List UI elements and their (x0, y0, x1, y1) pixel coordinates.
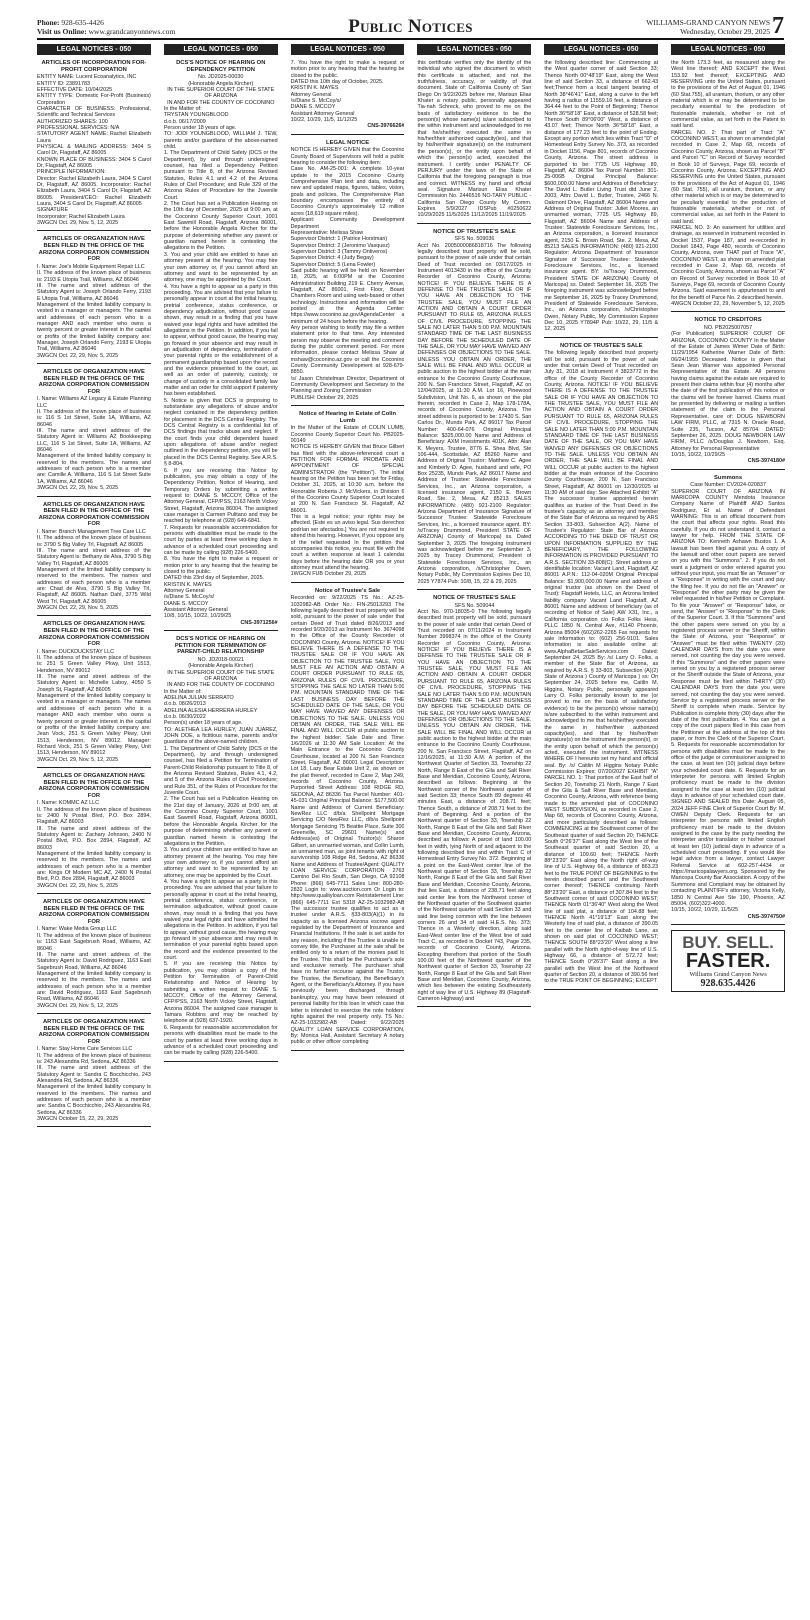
notice-title: Summons (714, 474, 743, 481)
notice-paragraph: III. The name and street address of the Statutory Agent is: Bethany de Alva, 3790 S Big Valley Trl, Flagstaff, AZ 86005 (37, 547, 151, 567)
notice-paragraph: PARCEL NO. 3: An easement for utilities and drainage, as reserved in instrument recorded in Docket 1537, Page 187, and re-recorded in Docket 1843, Page 480, records of Coconino County, Arizona, over THAT part of Trace "A", COCONINO WEST, as shown on amended plat recorded in Case 2, Map 68, records of Coconino County, Arizona, shown as Parcel "A" on Record of Survey recorded in Book 10 of Surveys, Page 69, records of Coconino County Arizona. Said easement is appurtenant to and for the benefit of Parce No. 2 described herein. (671, 224, 785, 301)
notice-paragraph: STATUTORY AGENT NAME: Rachel Elizabeth Laura (37, 131, 151, 144)
notice-title: ARTICLES OF INCORPORATION FOR-PROFIT CORPORATION (41, 60, 147, 73)
legal-notice (37, 369, 151, 497)
notice-paragraph: III. The name and street address of the Statutory Agent is: Joseph Orlando Ferry, 2193 E Utopia Trail, Williams, AZ 86046 (37, 282, 151, 302)
notice-paragraph: II. The address of the known place of business is: 1163 East Sagebrush Road, Williams, AZ 86046 (37, 932, 151, 952)
ad-line3: Williams Grand Canyon News (689, 970, 767, 978)
notice-paragraph: Management of the limited liability company is vested in a manager or managers. The names and addresses of each person who is a manager AND each member who owns a twenty percent or greater interest in the capital or profits of the limited liability company are: Manager, Joseph Orlando Ferry, 2193 E Utopia Trail, Williams, AZ 86046 (37, 301, 151, 353)
notice-title: NOTICE TO CREDITORS (694, 317, 762, 324)
notice-paragraph: PRINCIPLE INFORMATION: (37, 169, 106, 176)
column-header: LEGAL NOTICES - 050 (417, 44, 531, 55)
notice-paragraph: I. Name: Stay Home Care Services LLC (37, 1046, 133, 1053)
notice-paragraph: /s/Diane S. McCoy/s/ (163, 594, 215, 601)
notice-paragraph: 10/22, 10/29, 11/5, 11/12/25 (290, 117, 358, 124)
notice-title: DCS'S NOTICE OF HEARING ON DEPENDENCY PETITION (176, 60, 266, 73)
notice-paragraph: Any person wishing to testify may file a written statement prior to that time. Any interested person may observe the meeting and comment during the public comment period. For more information, please contact Melissa Shaw at mshaw@coconino.az.gov or call the Coconino County Community Development at 928-679-8850. (290, 325, 405, 376)
notice-paragraph: 2. The Court has set a Publication Hearing on the 21st day of January, 2026 at 9:00 am, at the Coconino County Superior Court, 1001 East Sawmill Road, Flagstaff, Arizona 86001, before the Honorable Angela Kircher for the purpose of determining whether any parent or guardian named herein is contesting the allegations in the Petition. (163, 796, 278, 847)
legal-notice (671, 317, 785, 469)
notice-paragraph: This is a legal notice; your rights may be affected. [Este es un aviso legal. Sus derechos podrían ser afectados.] You are not required to attend this hearing. However, if you oppose any of the relief requested in the petition that accompanies this notice, you must file with the court a written response at least 1 calendar days before the hearing date OR you or your attorney must attend the hearing. (290, 514, 405, 571)
notice-paragraph: 3. You and your child are entitled to have an attorney present at the hearing. You may hire your own attorney or, if you cannot afford an attorney and want to be represented by an attorney, one may be appointed by the Court. (163, 251, 278, 284)
notice-paragraph: ENTITY NAME: Lucent Ecoanalytics, INC (37, 74, 137, 81)
phone-number: 928-635-4426 (61, 18, 104, 27)
notice-paragraph: The following legally described trust property will be sold, pursuant to the power of sale under that certain Deed of Trust recorded on July 31, 2018 at Instrument # 3823772 in the office of the County Recorder of Coconino County, Arizona. NOTICE! IF YOU BELIEVE THERE IS A DEFENSE TO THE TRUSTEE SALE OR IF YOU HAVE AN OBJECTION TO THE TRUSTEE SALE, YOU MUST FILE AN ACTION AND OBTAIN A COURT ORDER PURSUANT TO RULE 65, ARIZONA RULES OF CIVIL PROCEDURE, STOPPING THE SALE NO LATER THAN 5:00 P.M. MOUNTAIN STANDARD TIME OF THE LAST BUSINESS DATE OF THE SALE, OR YOU MAY HAVE WAIVED ANY DEFENSES OR OBJECTIONS TO THE SALE. UNLESS YOU OBTAIN AN ORDER, THE SALE WILL BE FINAL AND WILL OCCUR at public auction to the highest bidder at the main entrance of the Coconino County Courthouse, 200 N. San Francisco Street, Flagstaff, AZ 86001 on 12/30/2025 at 11:30 AM of said day: See Attached Exhibit "A" The successor trustee appointed herein qualifies as trustee of the Trust Deed in the trustee's capacity as an attorney and member of the State Bar of Arizona as required by ARS Section 33-803, Subsection A(2). Name of Trustee's Regulator: State Bar of Arizona ACCORDING TO THE DEED OF TRUST OR UPON INFORMATION SUPPLIED BY THE BENEFICIARY, THE FOLLOWING INFORMATION IS PROVIDED PURSUANT TO A.R.S. SECTION 33-808(C): Street address or identifiable location: Vacant Land, Flagstaff, AZ 86001 A.P.N.: 112-04-020M Original Principal Balance: $1,900,000.00 Name and address of original trustor (as shown on the Deed of Trust): Flagstaff Hotels, LLC, an Arizona limited liability company Vacant Land Flagstaff, AZ 86001 Name and address of beneficiary (as of recording of Notice of Sale) AW X31, Inc., a California corporation c/o Folks Folks Hess, PLLC 1850 N. Central Ave, #1140 Phoenix, Arizona 85004 (602)262-2265 Fax requests for sale information to: (602) 256-9101. Sales information is also available online at: www.AlphaBetaeSaleServices.com Dated: September 24, 2025 By: /s/ Larry O. Folks, a member of the State Bar of Arizona, as required by A.R.S. § 33-803, Subsection (A)(2) State of Arizona ) County of Maricopa ) ss: On September 24, 2025 before me, Caitlin M. Higgins, Notary Public, personally appeared Larry O. Folks personally known to me (or proved to me on the basis of satisfactory evidence) to be the person(s) whose name(s) is/are subscribed to the within instrument and acknowledged to me that he/she/they executed the same in his/her/their authorized capacity(ies), and that by his/her/their signature(s) on the instrument the person(s), or the entity upon behalf of which the person(s) acted, executed the instrument. WITNESS WHERE OF I hereunto set my hand and official seal. By: /s/ Caitlin M Higgins Notary Public Commission Expires: 07/20/2027 EXHIBIT "A" PARCEL NO. 1: That portion of the East half of Section 20, Township 21 North, Range 7 East of the Gila & Salt River Base and Meridian, Coconino County, Arizona, with reference being made to the amended plat of COCONINO WEST SUBDIVISION, as recorded in Case 2, Map 68, records of Coconino County, Arizona, and more particularly described as follows: COMMENCING at the Southwest corner of the Southeast quarter of said Section 20; THENCE South 0°26'37" East along the West line of the Southeast quarter of said Section 20, a distance of 109.60 feet; THENCE North 88°23'20" East along the North right -of-way line of U.S. Highway 66, a distance of 863.23 feet to the TRUE POINT OF BEGINNING to the herein described parcel and the Southwest corner thereof; THENCE continuing North 88°23'20" East, a distance of 307.84 feet to the Southwest corner of said COCONINO WEST; THENCE North 01°36'40" West along the West line of said plat, a distance of 104.88 feet; THENCE North 41°19'13" East along the Westerly line of said plat, a distance of 390.05 feet to the center line of Kaibab Lane, as shown on said plat of COCONINO WEST; THENCE SOUTH 88°23'20" West along a line parallel with the North right-of-way line of U.S. Highway 66, a distance of 572.72 feet; THENCE South 0°26'37" East along a line parallel with the West line of the Northwest quarter of Section 20, a distance of 390.56 feet to the TRUE POINT OF BEGINNING; EXCEPT (544, 350, 659, 985)
notice-paragraph: Acct No. 2005000086818716 The following legally described trust property will be sold, pursuant to the power of sale under that certain Deed of Trust recorded on 03/17/2025 in Instrument 4013430 in the office of the County Recorder of Coconino County, Arizona: NOTICE! IF YOU BELIEVE THERE IS A DEFENSE TO THE TRUSTEE SALE OR IF YOU HAVE AN OBJECTION TO THE TRUSTEE SALE, YOU MUST FILE AN ACTION AND OBTAIN A COURT ORDER PURSUANT TO RULE 65, ARIZONA RULES OF CIVIL PROCEDURE, STOPPING THE SALE NO LATER THAN 5:00 P.M. MOUNTAIN STANDARD TIME OF THE LAST BUSINESS DAY BEFORE THE SCHEDULED DATE OF THE SALE, OR YOU MAY HAVE WAIVED ANY DEFENSES OR OBJECTIONS TO THE SALE. UNLESS YOU OBTAIN AN ORDER, THE SALE WILL BE FINAL AND WILL OCCUR at public auction to the highest bidder at the main entrance to the Coconino County Courthouse, 200 N. San Francisco Street, Flagstaff, AZ on 12/04/2025, at 11:30 A.M. Lot 16, Pinewood Subdivision, Unit No. 6, as shown on the plat therein, recorded in Case 2, Map 178-178A, records of Coconino County, Arizona. The street address is purported to be: 17430 S. San Carlos Dr., Munds Park, AZ 86017 Tax Parcel Number: 400-64-076 Original Principal Balance: $325,000.00 Name and Address of Beneficiary: AXM Investments 401K, Attn: Alan K. Meyers, Trustee, 8776 E. Shea Blvd, Ste 106-444, Scottsdale, AZ 85260 Name and Address of Original Trustor: Matthew C. Agee and Kimberly D. Agee, husband and wife, PO Box 25235, Munds Park, AZ 86017 Name and Address of Trustee: Statewide Foreclosure Services, Inc., an Arizona corporation, a licensed insurance agent, 2150 E. Brown Road, Ste. 2, Mesa, AZ 85213 SALES INFORMATION: (480) 921-2100 Regulator: Arizona Department of Insurance Signature of Successor Trustee: Statewide Foreclosure Services, Inc., a licensed insurance agent. BY: /s/Tracey Drummond, President STATE OF ARIZONA) County of Maricopa) ss. Dated September 3, 2025 The foregoing instrument was acknowledged before me September 3, 2025 by Tracey Drummond, President of Statewide Foreclosure Services, Inc., an Arizona corporation, /s/Christopher Owen, Notary Public, My Commission Expires Dec 10, 2025 Y7874 Pub: 10/8, 15, 22 & 29, 2025 (417, 242, 532, 585)
notice-paragraph: 3. You and your children are entitled to have an attorney present at the hearing. You may hire your own attorney or, if you cannot afford an attorney and want to be represented by an attorney, one may be appointed by the Court. (163, 847, 278, 879)
notice-paragraph: CHARACTER OF BUSINESS: Professional, Scientific and Technical Services (37, 105, 151, 119)
notice-paragraph: DIANE S. MCCOY (290, 104, 336, 111)
notice-paragraph: Person under 18 years of age. (163, 124, 237, 131)
notice-paragraph: Management of the limited liability company is reserved to the members. The names and addresses of each person who is a member are: Kings Of Modern MC AZ, 2400 N Postal Blvd, P.O. Box 2894, Flagstaff, AZ 86003 (37, 851, 151, 883)
notice-paragraph: 5. If you are receiving this Notice by publication, you may obtain a copy of the Petition for Termination of Parent-Child Relationship and Notice of Hearing by submitting a written request to: DIANE S. MCCOY, Office of the Attorney General, CFP/PSS, 2163 North Vickey Street, Flagstaff, Arizona 86004. The assigned case manager is Tamara Robbins and may be reached by telephone at (928) 637-1920. (163, 961, 278, 1025)
legal-notice (37, 899, 151, 1014)
notice-paragraph: EFFECTIVE DATE: 10/04/2025 (37, 86, 113, 93)
notice-subtitle: IN THE SUPERIOR COURT OF THE STATE OF ARIZONA (167, 669, 275, 682)
notice-paragraph: 1. The Department of Child Safety (DCS or the Department), by and through undersigned counsel, has filed a Petition for Termination of Parent-Child Relationship pursuant to Title 8, of the Arizona Revised Statutes, Rules 4.1, 4.2, and 5 of the Arizona Rules of Civil Procedure; and Rule 351, of the Rules of Procedure for the Juvenile Court. (163, 745, 278, 797)
notice-paragraph: In the Matter of: (163, 688, 202, 695)
legal-notice (544, 60, 658, 338)
notice-paragraph: 7. You have the right to make a request or motion prior to any hearing that the hearing be closed to the public. (290, 60, 405, 79)
ad-line1: BUY. SELL. (682, 932, 774, 952)
notice-title: ARTICLES OF ORGANIZATION HAVE BEEN FILED IN THE OFFICE OF THE ARIZONA CORPORATION COMMISSION FOR (38, 621, 150, 648)
legal-notice (37, 502, 151, 617)
notice-paragraph: 3WGCN Oct. 22, 29, Nov. 5, 2025 (37, 882, 119, 889)
notice-paragraph: d.o.b. 06/30/2022 (163, 713, 206, 720)
notice-paragraph: I. Name: Williams AZ Legacy & Estate Planning LLC (37, 396, 151, 409)
notice-paragraph: Assistant Attorney General (163, 607, 228, 614)
notice-paragraph: III. The name and street address of the Statutory Agent is: David Rodriguez, 1163 East Sagebrush Road, Williams, AZ 86046 (37, 951, 151, 971)
notice-paragraph: Supervisor District: 2 (Jeronimo Vasquez) (290, 242, 390, 249)
issue-date: Wednesday, October 29, 2025 (680, 27, 770, 36)
column-header: LEGAL NOTICES - 050 (164, 44, 278, 55)
notice-paragraph: KRISTIN K. MAYES (163, 581, 212, 588)
legal-notice (544, 343, 658, 990)
notice-subtitle: (Honorable Angela Kircher) (188, 663, 254, 670)
legal-notice (37, 773, 151, 894)
notice-column (544, 44, 658, 1614)
notice-paragraph: Supervisor District: 4 (Judy Begay) (290, 255, 374, 262)
notice-paragraph: 10/15, 10/22, 10/29, 11/5/25 (671, 907, 739, 914)
notice-paragraph: 10/15, 10/22, 10/29/25 (671, 451, 726, 458)
notice-paragraph: 4. You have a right to appear as a party in this proceeding. You are advised that your failure to personally appear in court at the initial hearing, pretrial conference, status conference, or dependency adjudication, without good cause shown, may result in a finding that you have waived your legal rights and have admitted the allegations in the Petition. In addition, if you fail to appear, without good cause, the hearing may go forward in your absence and may result in an adjudication of dependency, termination of your parental rights or the establishment of a permanent guardianship based upon the record and the evidence presented to the court, as well as an order of paternity, custody, or change of custody in a consolidated family law matter and an order for child support if paternity has been established. (163, 283, 278, 398)
column-header: LEGAL NOTICES - 050 (291, 44, 405, 55)
notice-paragraph: SIGNATURE (37, 207, 69, 214)
notice-title: Notice of Hearing in Estate of Colin Lumb (299, 411, 397, 424)
notice-subtitle: IN AND FOR THE COUNTY OF COCONINO (167, 682, 275, 689)
notice-paragraph: Management of the limited liability company is reserved to the members. The names and addresses of each person who is a member are: David Rodriguez, 1163 East Sagebrush Road, Williams, AZ 86046 (37, 970, 151, 1003)
notice-paragraph: Applicant: Community Development Department (290, 217, 405, 230)
legal-notice (291, 140, 405, 406)
notice-paragraph: Said public hearing will be held on November 18, 2025, at 6:00PM at the Coconino Administration Building 219 E. Cherry Avenue, Flagstaff, AZ 86001, First Floor, Board Chambers Room and using web-based or other technology. Instructions and information will be posted at the Agenda Center: https://www.coconino.az.gov/AgendaCenter a minimum of 24 hours before the hearing. (290, 267, 405, 325)
notice-title: ARTICLES OF ORGANIZATION HAVE BEEN FILED IN THE OFFICE OF THE ARIZONA CORPORATION COMMISSION FOR (38, 236, 150, 263)
notice-title: NOTICE OF TRUSTEE'S SALE (433, 228, 516, 235)
notice-paragraph: In the Matter of the Estate of COLIN LUMB, Coconino County Superior Court No. PB2025-00149 (290, 425, 405, 444)
notice-paragraph: Supervisor District: 3 (Tammy Ontiveros) (290, 248, 388, 255)
paper-name: WILLIAMS-GRAND CANYON NEWS (646, 18, 770, 27)
notice-subtitle: Case Number: CV2024-020837 (690, 482, 766, 489)
notice-paragraph: Supervisor District: 1 (Patrice Horstman) (290, 236, 388, 243)
notice-column (37, 44, 151, 1614)
notice-paragraph: I. Name: KOMMC AZ LLC (37, 800, 100, 807)
notice-paragraph: 4WGCN October 22, 29, November 5, 12, 2025 (671, 301, 785, 308)
notice-reference: CNS-3971256# (240, 619, 278, 626)
notice-paragraph: Supervisor District: 5 (Lena Fowler) (290, 261, 376, 268)
notice-paragraph: 1. The Department of Child Safety (DCS or the Department), by and through undersigned counsel, has filed a Dependency Petition pursuant to Title 8, of the Arizona Revised Statutes, Rules 4.1 and 4.2 of the Arizona Rules of Civil Procedure; and Rule 329 of the Arizona Rules of Procedure for the Juvenile Court. (163, 150, 278, 201)
website-link[interactable]: www.grandcanyonnews.com (88, 27, 176, 36)
notice-paragraph: Management of the limited liability company is reserved to the members. The names and addresses of each person who is a member are: Chad de Alva, 3790 S Big Valley Trl, Flagstaff, AZ 86005. Nathan Dahl, 3775 Wild West Trl, Flagstaff, AZ 86005 (37, 566, 151, 605)
notice-subtitle: (Honorable Angela Kircher) (188, 80, 254, 87)
notice-paragraph: KNOWN PLACE OF BUSINESS: 3404 S Carol Dr, Flagstaff, AZ 86005 (37, 156, 151, 169)
page-header (37, 14, 784, 40)
notice-title: Notice of Trustee's Sale (314, 587, 381, 594)
notice-title: ARTICLES OF ORGANIZATION HAVE BEEN FILED IN THE OFFICE OF THE ARIZONA CORPORATION COMMISSION FOR (38, 501, 150, 528)
notice-paragraph: ADELINA JULIAN SERRATO (163, 694, 234, 701)
notice-paragraph: AUTHORIZED SHARES: 100 (37, 118, 108, 125)
notice-paragraph: KRISTIN K. MAYES (290, 85, 339, 92)
online-label: Visit us Online: (37, 27, 87, 36)
notice-paragraph: 6. Requests for reasonable accommodation for persons with disabilities must be made to the court by parties at least three working days in advance of a scheduled court proceeding and can be made by calling (928) 226-5400. (163, 1024, 278, 1057)
notice-subtitle: NO. JD2018-00021 (197, 656, 244, 663)
notice-subtitle: IN THE SUPERIOR COURT OF THE STATE OF ARIZONA (167, 86, 275, 100)
notice-paragraph: 10/8, 10/15, 10/22, 10/29/25 (163, 613, 232, 620)
notice-paragraph: Management of the limited liability company is vested in a manager or managers. The names and addresses of each person who is a manager AND each member who owns a twenty percent or greater interest in the capital or profits of the limited liability company are: Jean Vock, 251 S Green Valley Pkwy, Unit 1513, Henderson, NV 89012. Manager: Richard Vock, 251 S Green Valley Pkwy, Unit 1513, Henderson, NV 89012 (37, 693, 151, 757)
notice-paragraph: NOTICE IS HEREBY GIVEN that Bruce Gilbert has filed with the above-referenced court a PETITION FOR FORMAL PROBATE AND APPOINTMENT OF SPECIAL ADMINISTRATOR (the "Petition"). The initial hearing on the Petition has been set for Friday, October 31, 2025, at 10:30 a.m. before the Honorable Roberta J. McVickers, in Division 6 of the Coconino County Superior Court located at 200 N. San Francisco St. Flagstaff, AZ 86001. (290, 444, 405, 514)
notice-paragraph: In the Matter of: (163, 105, 202, 112)
notice-paragraph: II. The address of the known place of business is: 243 Alexandria Rd, Sedona, AZ 86336 (37, 1052, 151, 1065)
legal-notice (417, 60, 531, 224)
advertisement (671, 930, 785, 992)
legal-notice (291, 60, 405, 135)
column-header: LEGAL NOTICES - 050 (37, 44, 151, 55)
notice-paragraph: III. The name and street address of the Statutory Agent is: Sandra C Bocchicchio, 243 Alexandria Rd, Sedona, AZ 86336 (37, 1065, 151, 1085)
notice-columns (37, 44, 785, 1614)
notice-paragraph: ENTITY ID: 23891783 (37, 80, 90, 87)
legal-notice (164, 636, 278, 1061)
legal-notice (37, 1019, 151, 1128)
notice-paragraph: PARCEL NO. 2: That part of Tract "A" COCONINO WEST, as shown on amended plat recorded in Case 2, Map 68, records of Coconino County, Arizona, shown as Parcel "B" and Parcel "C" on Record of Survey recorded in Book 10 of Surveys, Page 69, records of Coconino County, Arizona. EXCEPTING AND RESERVING unto the United States, pursuant to the provisions of the Act of August 01, 1946 (60 Stat. 755), all uranium, thorium, or any other material which is or may be determined to be peculiarly essential to the production of fissionable materials, whether or not of commercial value, as set forth in the Patent to said land. (671, 129, 785, 225)
phone-label: Phone: (37, 18, 60, 27)
notice-paragraph: Recorded on: 9/22/2025 TS No.: AZ-25-1032982-AB Order No.: FIN-25013293 The following legally described trust property will be sold, pursuant to the power of sale under that certain Deed of Trust dated 8/26/2013 and recorded 9/20/2013 as Instrument No. 3674098 in the Office of the County Recorder of COCONINO County, Arizona. NOTICE! IF YOU BELIEVE THERE IS A DEFENSE TO THE TRUSTEE SALE OR IF YOU HAVE AN OBJECTION TO THE TRUSTEE SALE, YOU MUST FILE AN ACTION AND OBTAIN A COURT ORDER PURSUANT TO RULE 65, ARIZONA RULES OF CIVIL PROCEDURE, STOPPING THE SALE NO LATER THAN 5:00 P.M. MOUNTAIN STANDARD TIME OF THE LAST BUSINESS DAY BEFORE THE SCHEDULED DATE OF THE SALE, OR YOU MAY HAVE WAIVED ANY DEFENSES OR OBJECTIONS TO THE SALE. UNLESS YOU OBTAIN AN ORDER, THE SALE WILL BE FINAL AND WILL OCCUR at public auction to the highest bidder: Sale Date and Time: 1/6/2026 at 11:30 AM Sale Location: At the Main Entrance to the Coconino County Courthouse, located at 200 N. San Francisco Street, Flagstaff, AZ 86001 Legal Description: Lot 18, Lazy Bear Estate Unit 2, as shown on the plat thereof, recorded in Case 2, Map 249, records of Coconino County, Arizona. Purported Street Address: 108 RIDGE RD, SEDONA, AZ 86336 Tax Parcel Number: 401-45-031 Original Principal Balance: $177,500.00 Name and Address of Current Beneficiary: NewRez LLC d/b/a Shellpoint Mortgage Servicing C/O NewRez LLC, d/b/a Shellpoint Mortgage Servicing 75 Beattie Place, Suite 300 Greenville, SC 29601 Name(s) and Address(es) of Original Trustor(s): Sharon Gilbert, an unmarried woman, and Collin Lumb, an unmarried man, as joint tenants with right of survivorship 108 Ridge Rd, Sedona, AZ 86336 Name and Address of Trustee/Agent: QUALITY LOAN SERVICE CORPORATION 2763 Camino Del Rio South, San Diego, CA 92108 Phone: (866) 645-7711 Sales Line: 800-280-2832 Login to: www.auction.com Or Login to: http://www.qualityloan.com Reinstatement Line: (866) 645-7711 Ext 5318 AZ-25-1032982-AB The successor trustee qualifies to act as a trustee under A.R.S. §33-803(A)(1) in its capacity as a licensed Arizona escrow agent regulated by the Department of Insurance and Financial Institutions. If the sale is set aside for any reason, including if the Trustee is unable to convey title, the Purchaser at the sale shall be entitled only to a return of the monies paid to the Trustee. This shall be the Purchaser's sole and exclusive remedy. The purchaser shall have no further recourse against the Trustor, the Trustee, the Beneficiary, the Beneficiary's Agent, or the Beneficiary's Attorney. If you have previously been discharged through bankruptcy, you may have been released of personal liability for this loan in which case this letter is intended to exercise the note holders' rights against the real property only. TS No.: AZ-25-1032982-AB Dated: 9/22/2025 QUALITY LOAN SERVICE CORPORATION, By: Monica Hall, Assistant Secretary A notary public or other officer completing (290, 595, 405, 1046)
notice-paragraph: Management of the limited liability company is reserved to the members. The names and addresses of each person who is a member are: Sandra C Bocchicchio, 243 Alexandria Rd, Sedona, AZ 86336 (37, 1084, 151, 1116)
notice-subtitle: IN AND FOR THE COUNTY OF COCONINO (167, 99, 275, 106)
notice-paragraph: III. The name and street address of the Statutory Agent is: Michelle Laboy, 4050 S Joseph St, Flagstaff, AZ 86005 (37, 674, 151, 693)
notice-title: DCS'S NOTICE OF HEARING ON PETITION FOR TERMINATION OF PARENT-CHILD RELATIONSHIP (174, 636, 267, 656)
notice-title: ARTICLES OF ORGANIZATION HAVE BEEN FILED IN THE OFFICE OF THE ARIZONA CORPORATION COMMISSION FOR (38, 368, 150, 395)
notice-paragraph: Assistant Attorney General (290, 110, 355, 117)
notice-subtitle: NO. PB2025007057 (703, 325, 753, 331)
notice-paragraph: /s/ Jason Christelman Director, Department of Community Development and Secretary to the Planning and Zoning Commission (290, 375, 405, 395)
notice-reference: CNS-3976626# (367, 123, 405, 130)
notice-paragraph: 3WGCN Oct. 22, 29, Nov. 5, 2025 (37, 605, 119, 611)
notice-paragraph: 3WGCN Oct. 29, Nov. 5, 12, 2025 (37, 220, 119, 227)
section-title: Public Notices (348, 16, 473, 37)
notice-paragraph: PROFESSIONAL SERVICES: N/A (37, 124, 120, 131)
notice-paragraph: /s/Diane S. McCoy/s/ (290, 98, 341, 105)
notice-paragraph: d.o.b. 06/17/2009 (163, 118, 206, 125)
notice-paragraph: DATED this 10th day of October, 2025. (290, 79, 384, 86)
notice-paragraph: I. Name: Wake Media Group LLC (37, 926, 117, 933)
notice-paragraph: TO: ALETHEA LEA HURLEY, JUAN JUAREZ, JOHN DOE, a fictitious name, parents and/or guardians of the above-named children. (163, 726, 278, 746)
notice-paragraph: TO: JODI YOUNGBLOOD, WILLIAM J. TEW, parents and/or guardians of the above-named child. (163, 131, 278, 150)
notice-reference: CNS-3974750# (747, 913, 785, 920)
notice-title: LEGAL NOTICE (326, 139, 370, 146)
notice-paragraph: ENTITY TYPE: Domestic For-Profit (Business) Corporation (37, 93, 151, 106)
notice-title: ARTICLES OF ORGANIZATION HAVE BEEN FILED IN THE OFFICE OF THE ARIZONA CORPORATION COMMISSION FOR (38, 772, 150, 799)
legal-notice (671, 60, 785, 312)
notice-paragraph: III. The name and street address of the Statutory Agent is: Williams AZ Bookkeeping LLC, 116 S 1st Street, Suite 1A, Williams, AZ 86046 (37, 428, 151, 454)
notice-paragraph: this certificate verifies only the identity of the individual who signed the document to which this certificate is attached, and not the truthfulness, accuracy, or validity of that document. State of: California County of: San Diego On 9/22/2025 before me, Marisun Elias Khater a notary public, personally appeared Tia-nah Schreck, who proved to me on the basis of satisfactory evidence to be the person(s) whose name(s) is/are subscribed to the within instrument and acknowledged to me that he/she/they executed the same in his/her/their authorized capacity(ies), and that by his/her/their signature(s) on the instrument the person(s), or the entity upon behalf of which the person(s) acted, executed the instrument. I certify under PENALTY OF PERJURY under the laws of the State of California that the foregoing paragraph is true and correct. WITNESS my hand and official seal. Signature Marisun Elias Khater Commission No. 2446516 NO-TARY PUBLIC - California San Diego County My Comm. Expires 5/9/2027 IDSPub #0250622 10/29/2025 11/5/2025 11/12/2025 11/19/2025 (417, 60, 532, 219)
notice-paragraph: TRYSTAN YOUNGBLOOD (163, 112, 229, 119)
notice-paragraph: DIANE S. MCCOY (163, 600, 209, 607)
notice-paragraph: (For Publication) SUPERIOR COURT OF ARIZONA, COCONINO COUNTY In the Matter of the Estate of James Wimer Date of Birth: 11/29/1954 Katherine Warner Date of Birth: 06/24/1955 Deceased. Notice is given that Sean Jean Warner was appointed Personal Representative of this Estate. All persons having claims against the estate are required to present their claims within four (4) months after the date of the first publication of this notice or the claims will be forever barred. Claims must be presented by delivering or mailing a written statement of the claim to the Personal Representative, care of: DOUG NEWBORN LAW FIRM, PLLC, at 7315 N. Oracle Road, Suite 235, Tucson, AZ 85704. DATED: September 26, 2025. DOUG NEWBORN LAW FIRM, PLLC /s/Douglas J. Newborn, Esq. Attorney for Personal Representative (671, 331, 785, 452)
notice-title: NOTICE OF TRUSTEE'S SALE (559, 342, 643, 349)
notice-paragraph: ADELINA ALESIA HERRERA HURLEY (163, 707, 258, 714)
notice-paragraph: 3WGCN Oct. 29, Nov. 5, 12, 2025 (37, 756, 119, 763)
notice-paragraph: I. Name: DUCKDUCKSTAY LLC (37, 648, 114, 655)
notice-title: ARTICLES OF ORGANIZATION HAVE BEEN FILED IN THE OFFICE OF THE ARIZONA CORPORATION COMMISSION FOR (38, 1018, 150, 1045)
notice-paragraph: II. The address of the known place of business is: 116 S 1st Street, Suite 1A, Williams, AZ 86046 (37, 409, 151, 428)
legal-notice (417, 229, 531, 591)
notice-column (164, 44, 278, 1614)
notice-paragraph: PHYSICAL & MAILING ADDRESS: 3404 S Carol Dr, Flagstaff, AZ 86005 (37, 143, 151, 157)
notice-paragraph: NOTICE IS HEREBY GIVEN that the Coconino County Board of Supervisors will hold a public hearing to consider the following item: (290, 147, 405, 167)
notice-paragraph: Case No. AM-25-001: A complete 10-year update to the 2015 Coconino County Comprehensive Plan text and data, including new and updated maps, figures, tables, vision, goals and policies. The Comprehensive Plan boundary encompasses the entirety of Coconino County's approximately 12 million acres (18,619 square miles). (290, 166, 405, 217)
notice-subtitle: SFS No. 509036 (454, 236, 495, 243)
notice-paragraph: Attorney General (163, 588, 205, 595)
notice-paragraph: Representative: Melissa Shaw (290, 229, 364, 236)
notice-paragraph: 3WGCN Oct. 22, 29, Nov. 5, 2025 (37, 352, 119, 359)
notice-paragraph: 3WGCN Oct. 22, 29, Nov. 5, 2025 (37, 485, 119, 492)
notice-paragraph: SUPERIOR COURT OF ARIZONA IN MARICOPA COUNTY Mendota Insurance Company Name of Plaintiff AND Santos Rodriguez, Et al. Name of Defendant WARNING: This is an official document from the court that affects your rights. Read this carefully. If you do not understand it, contact a lawyer for help. FROM THE STATE OF ARIZONA TO: Kenneth Ashawn Bustos 1. A lawsuit has been filed against you. A copy of the lawsuit and other court papers are served on you with this "Summons". 2. If you do not want a judgment or order entered against you without your input, you must file an "Answer" or a "Response" in writing with the court and pay the filing fee. If you do not file an "Answer" or "Response" the other party may be given the relief requested in his/her Petition or Complaint. To file your "Answer" or "Response" take, or send, the "Answer" or "Response" to the Clerk of the Superior Court. 3. If this "Summons" and the other papers were served on you by a registered process server or the Sheriff, within the State of Arizona, your "Response" or "Answer" must be filed within TWENTY (20) CALENDAR DAYS from the date you were served, not counting the day you were served. If this "Summons" and the other papers were served on you by a registered process server or the Sheriff outside the State of Arizona, your Response must be filed within THIRTY (30) CALENDAR DAYS from the date you were served, not counting the day you were served. Service by a registered process server or the Sheriff is complete when made. Service by Publication is complete thirty (30) days after the date of the first publication. 4. You can get a copy of the court papers filed in this case from the Petitioner at the address at the top of this paper, or from the Clerk of the Superior Court. 5. Requests for reasonable accommodation for persons with disabilities must be made to the office of the judge or commissioner assigned to the case, at least ten (10) judicial days before your scheduled court date. 6. Requests for an interpreter for persons with limited English proficiency must be made to the division assigned to the case at least ten (10) judicial days in advance of your scheduled court date. SIGNED AND SEALED this Date: August 05, 2024 JEFF FINE Clerk of Superior Court By: M. OWEN Deputy Clerk. Requests for an interpreter for persons with limited English proficiency must be made to the division assigned to the case by the party needing the interpreter and/or translator or his/her counsel at least ten (10) judicial days in advance of a scheduled court proceeding. If you would like legal advice from a lawyer, contact Lawyer Referral Service at 602-257-4434 or https://maricopalawyers.org. Sponsored by the Maricopa County Bar Association. A copy of the Summons and Complaint may be obtained by contacting PLAINTIFF's attorney, Victoria Kelly, 1850 N Central Ave Ste 190, Phoenix, AZ 85004, (602)322-4000. (671, 488, 785, 907)
notice-paragraph: 2. The Court has set a Publication Hearing on the 10th day of December, 2025 at 9:00 am, at the Coconino County Superior Court, 1001 East Sawmill Road, Flagstaff, Arizona 86001, before the Honorable Angela Kircher for the purpose of determining whether any parent or guardian named herein is contesting the allegations in the Petition. (163, 201, 278, 252)
notice-paragraph: DATED this 23rd day of September, 2025. (163, 575, 265, 582)
notice-paragraph: II. The address of the known place of business is: 2193 E Utopia Trail, Williams, AZ 86046 (37, 270, 151, 283)
notice-paragraph: II. The address of the known place of business is: 3790 S Big Valley Trl, Flagstaff, AZ 86005 (37, 535, 151, 548)
notice-paragraph: 3WGCN October 15, 22, 29, 2025 (37, 1116, 119, 1123)
notice-paragraph: PUBLISH: October 29, 2025 (290, 394, 359, 401)
notice-reference: CNS-3974180# (747, 458, 785, 465)
notice-paragraph: 8. You have the right to make a request or motion prior to any hearing that the hearing be closed to the public. (163, 556, 278, 575)
notice-subtitle: No. JD2025-00030 (198, 74, 244, 81)
legal-notice (164, 60, 278, 631)
notice-column (291, 44, 405, 1614)
notice-paragraph: Director: Rachel Elizabeth Laura, 3404 S Carol Dr, Flagstaff, AZ 86005. Incorporator: Rachel Elizabeth Laura, 3404 S Carol Dr, Flagstaff, AZ 86005. President/CEO: Rachel Elizabeth Laura, 3404 S Carol Dr, Flagstaff, AZ 86005 (37, 175, 151, 208)
notice-paragraph: II. The address of the known place of business is: 251 S Green Valley Pkwy, Unit 1513, Henderson, NV 89012 (37, 655, 151, 674)
notice-column (417, 44, 531, 1614)
legal-notice (417, 595, 531, 1007)
notice-subtitle: SFS No. 509044 (454, 602, 495, 609)
notice-paragraph: 6. If you are receiving this Notice by publication, you may obtain a copy of the Dependency Petition, Notice of Hearing, and Temporary Orders by submitting a written request to: DIANE S. MCCOY, Office of the Attorney General, CFP/PSS, 2163 North Vickey Street, Flagstaff, Arizona 86004. The assigned case manager is Carmen Pulitano and may be reached by telephone at (928) 649-6841. (163, 467, 278, 525)
masthead-info (646, 18, 770, 36)
notice-paragraph: the following described line: Commencing at the West quarter corner of said Section 33; Thence North 00°48'19" East, along the West line of said Section 33, a distance of 662.43 feet;Thence from a local tangent bearing of North 38°46'41" East, along a curve to the left having a radius of 11559.16 feet, a distance of 364.44 feet to the Point of Beginning; Thence North 36°58'18" East, a distance of 528.58 feet; Thence South 89°06'00" West, a distance of 43.07 feet; Thence North 36°58'18" East, a distance of 177.23 feet to the point of Ending. Except any portion which lies within Tract "D" of Homestead Entry Survey No. 373, as recorded in Docket 1156, Page 801, records of Coconino County, Arizona. The street address is purported to be: 7725 US Highway 89, Flagstaff, AZ 86004 Tax Parcel Number: 301-25-006B Original Principal Balance: $600,000.00 Name and Address of Beneficiary: The David L. Butler Living Trust dtd June 2, 2003, Attn: David L. Butler, Trustee, 2466 N. Oakmont Drive, Flagstaff, AZ 86004 Name and Address of Original Trustor: Juliet Moores, an unmarried woman, 7725 US Highway 89, Flagstaff, AZ 86004 Name and Address of Trustee: Statewide Foreclosure Services, Inc., an Arizona corporation, a licensed insurance agent, 2150 E. Brown Road, Ste. 2, Mesa, AZ 85213 SALES INFORMATION: (480) 921-2100 Regulator: Arizona Department of Insurance Signature of Successor Trustee: Statewide Foreclosure Services, Inc., a licensed insurance agent. BY: /s/Tracey Drummond, President STATE OF ARIZONA) County of Maricopa) ss. Dated: September 16, 2025 The foregoing instrument was acknowledged before me September 16, 2025 by Tracey Drummond, President of Statewide Foreclosure Services, Inc., an Arizona corporation, /s/Christopher Owen, Notary Public, My Commission Expires Dec 10, 2025 Y7894P Pub: 10/22, 29, 11/5 & 12, 2025 (544, 60, 659, 333)
notice-paragraph: I. Name: Branch Management Tree Care LLC (37, 528, 146, 535)
legal-notice (37, 236, 151, 364)
page-number: 7 (772, 13, 784, 39)
notice-paragraph: Incorporator: Rachel Elizabeth Laura (37, 213, 125, 220)
notice-paragraph: I. Name: Joe's Mobile Equipment Repair LLC (37, 263, 145, 270)
legal-notice (671, 475, 785, 925)
notice-paragraph: 4. You have a right to appear as a party in this proceeding. You are advised that your failure to personally appear in court at the initial hearing, pretrial conference, status conference, or termination adjudication, without good cause shown, may result in a finding that you have waived your legal rights and have admitted the allegations in the Petition. In addition, if you fail to appear, without good cause, the hearing may go forward in your absence and may result in termination of your parental rights based upon the record and the evidence presented to the court. (163, 878, 278, 962)
legal-notice (291, 588, 405, 1051)
column-header: LEGAL NOTICES - 050 (544, 44, 658, 55)
notice-paragraph: Person(s) under 18 years of age. (163, 720, 243, 727)
notice-paragraph: the North 173.3 feet, as measured along the West line thereof; AND EXCEPT the West 153.92 feet thereof; EXCEPTING AND RESERVING unto the United States, pursuant to the provisions of the Act of August 01, 1946 (60 Stat.755), all uranium, thorium, or any other material which is or may be determined to be peculiarly essential to the production of fissionable materials, whether or not of commercial value, as set forth in the Patent to said land. (671, 60, 785, 130)
notice-paragraph: Acct No. 970-18035-0 The following legally described trust property will be sold, pursuant to the power of sale under that certain Deed of Trust recorded on 07/11/2024 in Instrument Number 3998374 in the office of the County Recorder of Coconino County, Arizona: NOTICE! IF YOU BELIEVE THERE IS A DEFENSE TO THE TRUSTEE SALE OR IF YOU HAVE AN OBJECTION TO THE TRUSTEE SALE, YOU MUST FILE AN ACTION AND OBTAIN A COURT ORDER PURSUANT TO RULE 65, ARIZONA RULES OF CIVIL PROCEDURE, STOPPING THE SALE NO LATER THAN 5:00 P.M. MOUNTAIN STANDARD TIME OF THE LAST BUSINESS DAY BEFORE THE SCHEDULED DATE OF THE SALE, OR YOU MAY HAVE WAIVED ANY DEFENSES OR OBJECTIONS TO THE SALE. UNLESS YOU OBTAIN AN ORDER, THE SALE WILL BE FINAL AND WILL OCCUR at public auction to the highest bidder at the main entrance to the Coconino County Courthouse, 200 N. San Francisco Street, Flagstaff, AZ on 12/16/2025, at 11:30 A.M. A portion of the Northwest Quarter of Section 33, Township 22 North, Range 8 East of the Gila and Salt River Base and Meridian, Coconino County, Arizona, described as follows: Beginning at the Northwest corner of the Northwest quarter of said Section 33; thence South 89 degrees 46 minutes East, a distance of 208.71 feet; Thence South, a distance of 208.71 feet to the Point of Beginning. And a portion of the Northwest quarter of Section 33, Township 22 North, Range 8 East of the Gila and Salt River Base and Meridian, Coconino County, Arizona, described as follows: A parcel of land 100.00 feet in width, lying North of and adjacent to the following described line and within Tract C of Homestead Entry Survey No. 372. Beginning at a point on the East-West center line of the Northwest quarter of Section 33, Township 22 North, Range 8 East of the Gila and Salt River Base and Meridian, Coconino County, Arizona, that lies East, a distance of 238.71 feet along said center line from the Northwest corner of the Northeast quarter of the Southwest quarter of the Northwest quarter of said Section 33 and said line being common with the line between corners 26 and 34 of said H.E.S. No. 373; Thence in a Westerly direction, along said East-West center line of the West line of said Tract C, as recorded in Docket 743, Page 235, records of Coconino County, Arizona. Excepting therefrom that portion of the South 100.00 feet of the Northwest quarter of the Northwest quarter of Section 33, Township 22 North, Range 8 East of the Gila and Salt River Base and Meridian, Coconino County, Arizona, which lies between the existing Southeasterly right of way line of U.S. Highway 89 (Flagstaff-Cameron Highway) and (417, 609, 532, 1002)
column-header: LEGAL NOTICES - 050 (671, 44, 785, 55)
legal-notice (37, 60, 151, 231)
notice-paragraph: Management of the limited liability company is reserved to the members. The names and addresses of each person who is a member are: Camille A. Williams, 116 S 1st Street Suite 1A, Williams, AZ 86046 (37, 453, 151, 485)
notice-paragraph: III. The name and street address of the Statutory Agent is: Zachary Johnson, 2400 N Postal Blvd, P.O. Box 2894, Flagstaff, AZ 86003 (37, 825, 151, 851)
notice-title: ARTICLES OF ORGANIZATION HAVE BEEN FILED IN THE OFFICE OF THE ARIZONA CORPORATION COMMISSION FOR (38, 899, 150, 925)
ad-line4: 928.635.4426 (700, 977, 756, 989)
ad-line2: FASTER. (685, 949, 771, 972)
legal-notice (291, 411, 405, 582)
notice-paragraph: 5. Notice is given that DCS is proposing to substantiate any allegations of abuse and/or neglect contained in the dependency petition for placement in the DCS Central Registry. The DCS Central Registry is a confidential list of DCS findings that tracks abuse and neglect. If the court finds your child dependent based upon allegations of abuse and/or neglect outlined in the dependency petition, you will be placed in the DCS Central Registry. See A.R.S. § 8-804. (163, 397, 278, 468)
notice-paragraph: II. The address of the known place of business is: 2400 N Postal Blvd, P.O. Box 2894, Flagstaff, AZ 86003 (37, 806, 151, 826)
notice-title: NOTICE OF TRUSTEE'S SALE (433, 595, 516, 602)
legal-notice (37, 621, 151, 768)
notice-paragraph: 7. Requests for reasonable accommodation for persons with disabilities must be made to the court by parties at least three working days in advance of a scheduled court proceeding and can be made by calling (928) 226-5400. (163, 524, 278, 556)
notice-paragraph: 1WGCN FUB October 29, 2025 (290, 571, 367, 578)
notice-paragraph: d.o.b. 08/26/2013 (163, 701, 206, 708)
notice-paragraph: 3WGCN Oct. 29, Nov. 5, 12, 2025 (37, 1002, 119, 1009)
notice-paragraph: Attorney General (290, 91, 332, 98)
notice-column (671, 44, 785, 1614)
